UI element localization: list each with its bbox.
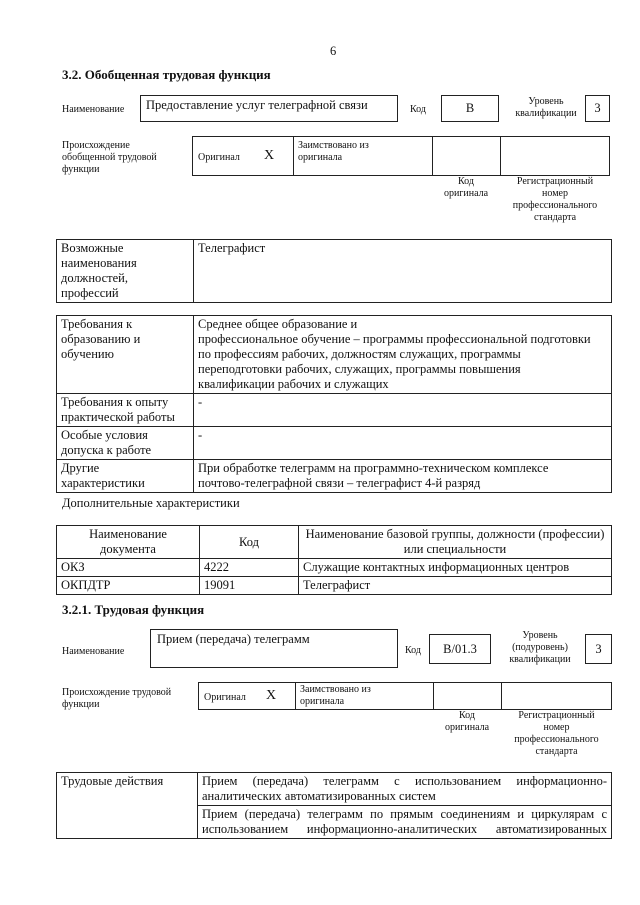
label-line: Другие	[61, 461, 100, 475]
table-row	[57, 460, 612, 493]
tf-reg-number-caption	[501, 710, 612, 758]
tf-original-mark: X	[266, 688, 277, 703]
table-row	[57, 427, 612, 460]
tf-origin-label	[62, 687, 171, 711]
code-value: B	[465, 101, 475, 115]
value-line: профессиональное обучение – программы профессиональной подготовки	[198, 332, 591, 346]
requirement-value	[194, 460, 612, 493]
table-cell: 4222	[200, 559, 299, 577]
origin-label-line: Происхождение	[62, 140, 130, 151]
borrowed-label	[298, 140, 369, 164]
table-row	[57, 316, 612, 394]
label-line: Возможные	[61, 241, 124, 255]
divider	[293, 136, 294, 176]
requirement-label	[57, 316, 194, 394]
caption-line: Код	[458, 176, 474, 187]
origin-label	[62, 140, 157, 176]
level-field	[585, 95, 610, 122]
borrowed-line: Заимствовано из	[300, 684, 371, 695]
table-row	[57, 773, 612, 806]
action-item	[198, 773, 612, 806]
col-header-code: Код	[200, 526, 299, 559]
divider	[295, 682, 296, 710]
caption-line: Регистрационный	[516, 176, 594, 187]
divider	[433, 682, 434, 710]
value-line: почтово-телеграфной связи – телеграфист 4-й разряд	[198, 476, 481, 490]
action-line: аналитических автоматизированных систем	[202, 789, 436, 803]
label-line: допуска к работе	[61, 443, 152, 457]
caption-line: профессионального	[512, 200, 598, 211]
level-label-line: квалификации	[509, 654, 571, 665]
requirement-value	[194, 427, 612, 460]
label-line: наименования	[61, 256, 137, 270]
caption-line: номер	[542, 188, 568, 199]
borrowed-line: оригинала	[298, 152, 343, 163]
divider	[432, 136, 433, 176]
tf-code-field	[429, 634, 491, 664]
label-line: образованию и	[61, 332, 141, 346]
level-label-line: (подуровень)	[512, 642, 568, 653]
code-label: Код	[410, 104, 426, 115]
name-value: Предоставление услуг телеграфной связи	[146, 98, 368, 112]
table-row	[57, 559, 612, 577]
tf-name-value: Прием (передача) телеграмм	[157, 632, 310, 646]
table-header-row	[57, 526, 612, 559]
table-row	[57, 394, 612, 427]
divider	[500, 136, 501, 176]
code-field	[441, 95, 499, 122]
tf-name-label: Наименование	[62, 646, 125, 657]
col-header-group: Наименование базовой группы, должности (профессии) или специальности	[299, 526, 612, 559]
tf-code-label: Код	[405, 645, 421, 656]
label-line: должностей,	[61, 271, 128, 285]
action-line: Прием (передача) телеграмм с использованием информационно-	[202, 774, 607, 788]
caption-line: оригинала	[444, 722, 490, 733]
table-cell: ОКЗ	[57, 559, 200, 577]
requirement-label	[57, 427, 194, 460]
requirements-table	[56, 315, 612, 493]
additional-table	[56, 525, 612, 595]
level-label-line: квалификации	[515, 108, 577, 119]
positions-table	[56, 239, 612, 303]
label-line: практической работы	[61, 410, 175, 424]
caption-line: Регистрационный	[518, 710, 595, 721]
positions-value: Телеграфист	[194, 240, 612, 303]
origin-label-line: функции	[62, 164, 100, 175]
value-line: -	[198, 428, 203, 442]
tf-level-label	[500, 630, 580, 666]
borrowed-line: оригинала	[300, 696, 345, 707]
borrowed-line: Заимствовано из	[298, 140, 369, 151]
table-cell: ОКПДТР	[57, 577, 200, 595]
name-label: Наименование	[62, 104, 125, 115]
caption-line: профессионального	[514, 734, 599, 745]
requirement-value	[194, 394, 612, 427]
requirement-value	[194, 316, 612, 394]
label-line: Требования к	[61, 317, 133, 331]
reg-number-caption	[500, 176, 610, 224]
original-label: Оригинал	[198, 152, 240, 163]
table-cell: Телеграфист	[299, 577, 612, 595]
value-line: При обработке телеграмм на программно-техническом комплексе	[198, 461, 549, 475]
actions-table	[56, 772, 612, 839]
col-header-document: Наименование документа	[57, 526, 200, 559]
table-cell: Служащие контактных информационных центров	[299, 559, 612, 577]
action-item	[198, 806, 612, 839]
caption-line: оригинала	[443, 188, 489, 199]
label-line: профессий	[61, 286, 119, 300]
tf-level-field	[585, 634, 612, 664]
positions-label	[57, 240, 194, 303]
label-line: Требования к опыту	[61, 395, 169, 409]
table-cell: 19091	[200, 577, 299, 595]
label-line: обучению	[61, 347, 114, 361]
origin-label-line: обобщенной трудовой	[62, 152, 157, 163]
page-number: 6	[330, 44, 337, 58]
table-row	[57, 577, 612, 595]
tf-borrowed-label	[300, 684, 371, 708]
level-label-line: Уровень	[522, 630, 558, 641]
value-line: Среднее общее образование и	[198, 317, 358, 331]
tf-origin-box	[198, 682, 612, 710]
level-value: 3	[594, 101, 601, 115]
subsection-heading: 3.2.1. Трудовая функция	[62, 602, 205, 617]
level-label-line: Уровень	[528, 96, 564, 107]
origin-label-line: функции	[62, 699, 100, 710]
orig-code-caption	[432, 176, 500, 200]
tf-code-value: B/01.3	[443, 642, 477, 656]
original-mark: X	[264, 148, 275, 163]
value-line: переподготовки рабочих, служащих, программы повышения	[198, 362, 521, 376]
caption-line: стандарта	[535, 746, 578, 757]
value-line: по профессиям рабочих, должностям служащих, программы	[198, 347, 521, 361]
additional-title: Дополнительные характеристики	[62, 496, 240, 510]
action-line: Прием (передача) телеграмм по прямым соединениям и циркулярам с	[202, 807, 607, 821]
section-heading: 3.2. Обобщенная трудовая функция	[62, 67, 271, 82]
tf-original-label: Оригинал	[204, 692, 246, 703]
tf-level-value: 3	[595, 642, 602, 656]
origin-label-line: Происхождение трудовой	[62, 687, 172, 698]
name-field	[140, 95, 398, 122]
divider	[501, 682, 502, 710]
actions-label: Трудовые действия	[57, 773, 198, 839]
caption-line: стандарта	[533, 212, 577, 223]
tf-name-field	[150, 629, 398, 668]
value-line: -	[198, 395, 203, 409]
requirement-label	[57, 394, 194, 427]
value-line: квалификации рабочих и служащих	[198, 377, 389, 391]
origin-box	[192, 136, 610, 176]
requirement-label	[57, 460, 194, 493]
caption-line: номер	[543, 722, 570, 733]
caption-line: Код	[459, 710, 475, 721]
tf-orig-code-caption	[433, 710, 501, 734]
level-label	[505, 96, 587, 120]
action-line: использованием информационно-аналитических автоматизированных	[202, 822, 607, 836]
label-line: характеристики	[61, 476, 145, 490]
label-line: Особые условия	[61, 428, 148, 442]
